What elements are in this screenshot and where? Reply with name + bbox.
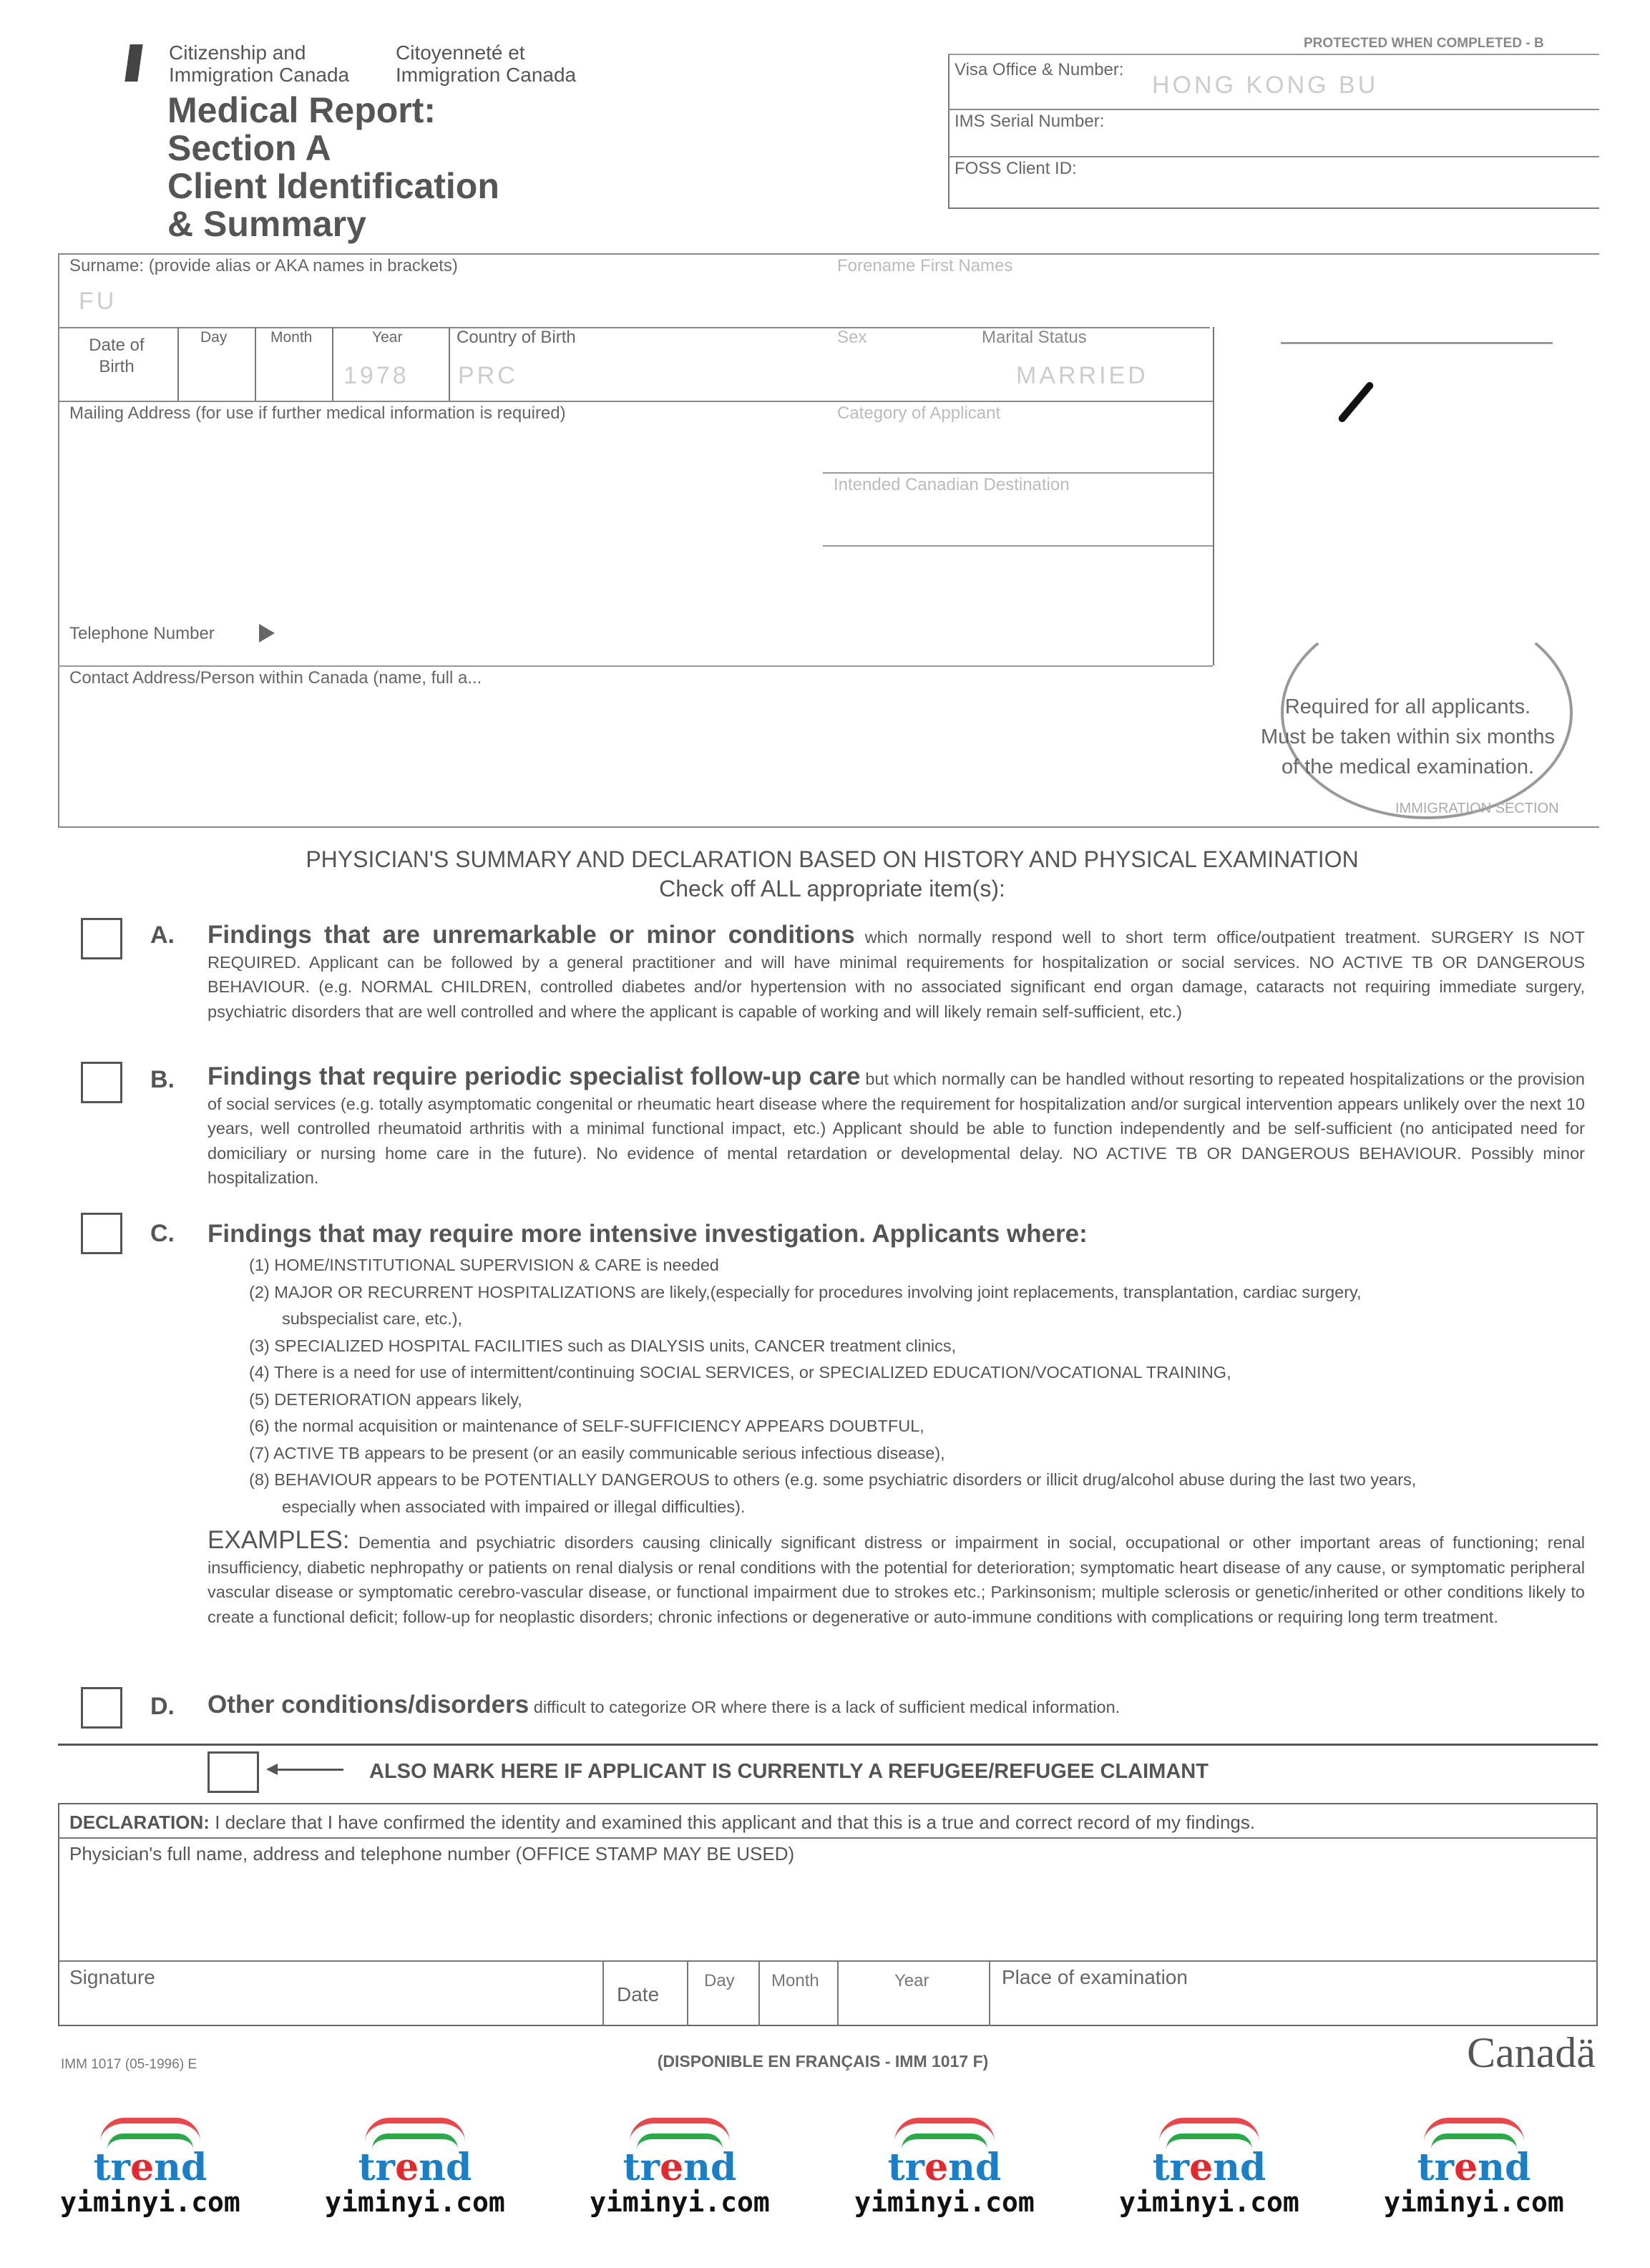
country-of-birth-label: Country of Birth [457,328,576,347]
declaration-text: I declare that I have confirmed the identity and examined this applicant and that this is a true and correct record of my findings. [215,1812,1256,1833]
watermark-url: yiminyi.com [854,2186,1035,2218]
country-of-birth-value[interactable]: PRC [458,362,518,389]
divider [58,1837,1598,1839]
date-day-label: Day [704,1971,735,1990]
dept-fr-line: Immigration Canada [396,64,577,86]
section-a-title: Findings that are unremarkable or minor conditions [208,921,855,949]
list-item: (3) SPECIALIZED HOSPITAL FACILITIES such as DIALYSIS units, CANCER treatment clinics, [249,1336,957,1355]
ims-serial-label: IMS Serial Number: [955,112,1105,131]
marital-status-value[interactable]: MARRIED [1016,362,1148,389]
section-b-body: but which normally can be handled without resorting to repeated hospitalizations or the provision of social services (e.g. totally asymptomatic congenital or rheumatic heart disease where the requirement for hospitalization and/or surgical intervention appears unlikely over the next 10 years, well controlled rheumatoid arthritis with a minimal functional impact, etc.) Applicant should be able to function independently and be self-sufficient (no anticipated need for domiciliary or nursing home care in the future). No evidence of mental retardation or developmental delay. NO ACTIVE TB OR DANGEROUS BEHAVIOUR. Possibly minor hospitalization. [208,1070,1585,1187]
telephone-label: Telephone Number [69,624,215,643]
examples-label: EXAMPLES: [208,1526,350,1554]
watermark [572,2118,787,2218]
date-year-label: Year [894,1971,929,1990]
divider [58,665,1213,667]
divider [948,207,1599,209]
divider [948,54,1599,55]
divider [177,327,179,401]
given-names-label: Forename First Names [837,256,1013,275]
summary-heading: PHYSICIAN'S SUMMARY AND DECLARATION BASED ON HISTORY AND PHYSICAL EXAMINATION [306,846,1359,872]
watermark-logo: trend [887,2146,1002,2189]
month-label: Month [270,329,313,346]
arrow-left-icon [272,1769,343,1771]
list-item: (7) ACTIVE TB appears to be present (or an easily communicable serious infectious disease), [249,1443,945,1462]
list-item: subspecialist care, etc.), [282,1309,463,1328]
list-item: (4) There is a need for use of intermittent/continuing SOCIAL SERVICES, or SPECIALIZED EDUCATION/VOCATIONAL TRAINING, [249,1363,1231,1382]
dob-year-value[interactable]: 1978 [343,362,409,389]
watermark-url: yiminyi.com [590,2186,770,2218]
watermark-url: yiminyi.com [60,2186,240,2218]
page-title [167,92,499,243]
photo-note-line: Must be taken within six months [1260,725,1555,748]
checkbox-b[interactable] [81,1062,122,1103]
surname-value[interactable]: FU [79,288,117,315]
photo-note-line: Required for all applicants. [1284,695,1531,718]
divider [823,472,1213,474]
divider [332,327,333,401]
section-c-list [249,1252,1416,1520]
divider [687,1960,688,2026]
title-line: Medical Report: [167,90,436,130]
arrow-left-head-icon [266,1764,278,1775]
watermark [1367,2118,1581,2218]
divider [1213,327,1214,665]
section-d-title: Other conditions/disorders [208,1691,529,1719]
divider [989,1960,990,2026]
watermark-url: yiminyi.com [1384,2186,1564,2218]
refugee-label: ALSO MARK HERE IF APPLICANT IS CURRENTLY A REFUGEE/REFUGEE CLAIMANT [369,1760,1209,1783]
date-label: Date [617,1983,660,2005]
section-c-title: Findings that may require more intensive investigation. Applicants where: [208,1220,1088,1248]
title-line: & Summary [167,204,366,244]
signature-label: Signature [69,1966,155,1988]
divider [602,1960,604,2026]
divider [758,1960,760,2026]
mailing-address-label: Mailing Address (for use if further medical information is required) [69,404,566,423]
section-a-body: which normally respond well to short term office/outpatient treatment. SURGERY IS NOT REQUIRED. Applicant can be followed by a general practitioner and will have minimal requirements for hospitalization or social services. NO ACTIVE TB OR DANGEROUS BEHAVIOUR. (e.g. NORMAL CHILDREN, controlled diabetes and/or hypertension with no associated significant end organ damage, cataracts not requiring immediate surgery, psychiatric disorders that are well controlled and where the applicant is capable of working and will likely remain self-sufficient, etc.) [208,928,1586,1021]
signature-field[interactable] [64,1993,594,2023]
divider [837,1960,839,2026]
section-b-title: Findings that require periodic specialist follow-up care [208,1062,861,1090]
divider [948,156,1599,157]
checkbox-a[interactable] [81,918,122,959]
watermark-logo: trend [1152,2146,1266,2189]
dept-en-line: Citizenship and [169,41,306,64]
stamp-text: IMMIGRATION SECTION [1395,801,1559,816]
signature-mark-icon [1337,381,1375,424]
divider [449,327,450,401]
divider [58,1744,1598,1746]
list-item: especially when associated with impaired or illegal difficulties). [282,1497,746,1516]
physician-label: Physician's full name, address and telephone number (OFFICE STAMP MAY BE USED) [69,1843,795,1864]
photo-area [1216,327,1599,828]
letter-a: A. [150,922,175,949]
date-month-label: Month [771,1971,819,1990]
watermark [308,2118,522,2218]
visa-office-label: Visa Office & Number: [955,60,1124,79]
list-item: (6) the normal acquisition or maintenance of SELF-SUFFICIENCY APPEARS DOUBTFUL, [249,1417,924,1435]
divider [948,109,1599,110]
summary-subheading: Check off ALL appropriate item(s): [659,876,1005,901]
watermark-logo: trend [93,2146,208,2189]
dept-en-line: Immigration Canada [169,64,350,86]
section-a-text [208,923,1585,1024]
letter-b: B. [150,1066,175,1093]
watermark-url: yiminyi.com [325,2186,505,2218]
examples-body: Dementia and psychiatric disorders causing clinically significant distress or impairment in social, occupational or other important areas of functioning; renal insufficiency, diabetic nephropathy or patients on renal dialysis or renal conditions with the potential for deterioration; symptomatic heart disease of any cause, or symptomatic peripheral vascular disease or symptomatic cerebro-vascular disease, or functional impairment due to strokes etc.; Parkinsonism; multiple sclerosis or genetic/inherited or other conditions likely to create a functional deficit; follow-up for neoplastic disorders; chronic infections or degenerative or auto-immune conditions with complications or requiring long term treatment. [208,1533,1586,1626]
watermark-logo: trend [358,2146,472,2189]
section-b-text [208,1062,1585,1191]
department-fr [396,41,576,86]
watermark [837,2118,1052,2218]
checkbox-d[interactable] [81,1687,122,1729]
declaration-label: DECLARATION: [69,1812,210,1833]
surname-label: Surname: (provide alias or AKA names in brackets) [69,256,458,275]
divider [58,1960,1598,1962]
photo-note [1216,692,1599,782]
letter-d: D. [150,1693,175,1720]
french-note: (DISPONIBLE EN FRANÇAIS - IMM 1017 F) [657,2052,989,2071]
refugee-checkbox[interactable] [208,1751,259,1793]
protected-label: PROTECTED WHEN COMPLETED - B [1304,36,1544,51]
foss-client-label: FOSS Client ID: [955,159,1077,178]
marital-status-label: Marital Status [982,328,1087,347]
year-label: Year [372,329,403,346]
form-id: IMM 1017 (05-1996) E [61,2057,197,2072]
list-item: (5) DETERIORATION appears likely, [249,1389,522,1409]
place-label: Place of examination [1002,1966,1188,1988]
letter-c: C. [150,1220,175,1247]
day-label: Day [200,329,228,346]
examples-text [208,1528,1585,1629]
watermark [43,2118,258,2218]
department-en [169,41,349,86]
watermark-url: yiminyi.com [1119,2186,1299,2218]
arrow-right-icon [259,624,275,642]
category-label: Category of Applicant [837,404,1001,423]
physician-field[interactable] [64,1871,1588,1957]
title-line: Section A [167,128,331,168]
photo-note-line: of the medical examination. [1281,756,1535,778]
list-item: (8) BEHAVIOUR appears to be POTENTIALLY DANGEROUS to others (e.g. some psychiatric disorders or illicit drug/alcohol abuse during the last two years, [249,1470,1417,1489]
sex-label: Sex [837,328,867,347]
dept-fr-line: Citoyenneté et [396,41,525,64]
destination-label: Intended Canadian Destination [834,475,1070,494]
place-field[interactable] [995,1993,1588,2023]
visa-office-value[interactable]: HONG KONG BU [1152,72,1379,99]
list-item: (2) MAJOR OR RECURRENT HOSPITALIZATIONS are likely,(especially for procedures involving joint replacements, transplantation, cardiac surgery, [249,1282,1362,1301]
watermark-logo: trend [623,2146,737,2189]
section-d-text [208,1693,1585,1720]
watermark [1102,2118,1317,2218]
contact-address-label: Contact Address/Person within Canada (name, full a... [69,668,482,688]
divider [58,401,1213,402]
divider [255,327,256,401]
flag-logo-icon [125,44,142,82]
declaration-line [69,1812,1255,1834]
watermark-logo: trend [1417,2146,1531,2189]
divider [823,545,1213,547]
canada-wordmark: Canadä [1467,2029,1596,2076]
dob-label: Date of Birth [89,336,145,376]
list-item: (1) HOME/INSTITUTIONAL SUPERVISION & CARE is needed [249,1256,719,1274]
title-line: Client Identification [167,166,499,206]
checkbox-c[interactable] [81,1213,122,1254]
divider [948,54,950,207]
section-d-body: difficult to categorize OR where there is a lack of sufficient medical information. [533,1698,1121,1716]
